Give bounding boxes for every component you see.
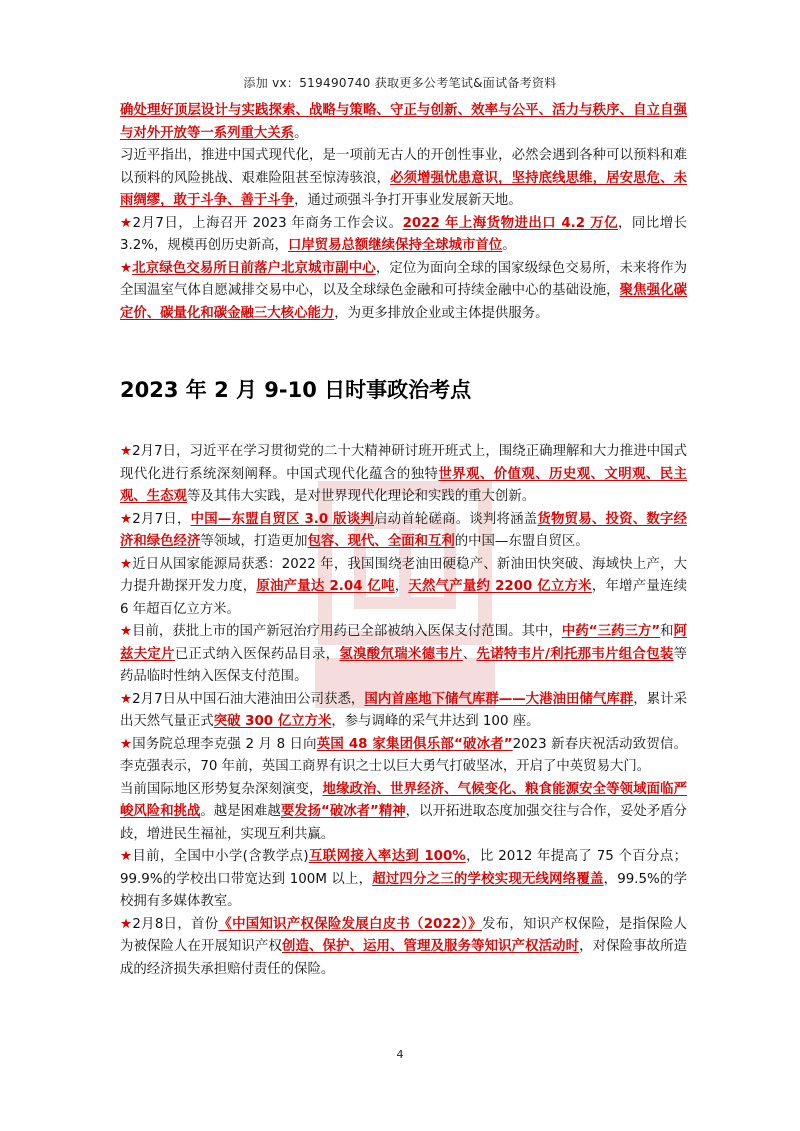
paragraph-text: 已正式纳入医保药品目录，: [174, 646, 340, 662]
highlight-text: 创造、保护、运用、管理及服务等知识产权活动时: [282, 939, 580, 954]
highlight-text: 确处理好顶层设计与实践探索、战略与策略、守正与创新、效率与公平、活力与秩序、自立自强与对外开放等一系列重大关系: [120, 103, 687, 141]
paragraph-text: ，同比增长 3.2%，规模再创历史新高，: [120, 215, 687, 253]
star-icon: ★: [120, 916, 133, 932]
highlight-text: 原油产量达 2.04 亿吨: [256, 579, 395, 594]
highlight-text: 《中国知识产权保险发展白皮书（2022）》: [218, 916, 482, 932]
paragraph-text: ，对保险事故所造成的经济损失承担赔付责任的保险。: [120, 939, 688, 977]
intro-section: [120, 100, 687, 325]
news-paragraph: [120, 145, 687, 213]
star-icon: ★: [120, 849, 133, 864]
paragraph-text: 2023 新春庆祝活动致贺信。李克强表示，70 年前，英国工商界有识之士以巨大勇气打破坚冰，开启了中英贸易大门。: [120, 736, 687, 774]
page-number: 4: [396, 1048, 404, 1061]
paragraph-text: 近日从国家能源局获悉：2022 年，我国围绕老油田硬稳产、新油田快突破、海域快上产，大力提升勘探开发力度，: [120, 556, 687, 594]
paragraph-text: ，年增产量连续 6 年超百亿立方米。: [120, 579, 688, 617]
highlight-text: 国内首座地下储气库群——大港油田储气库群: [364, 691, 634, 707]
paragraph-text: 等药品临时性纳入医保支付范围。: [120, 646, 688, 684]
paragraph-text: 等及其伟大实践，是对世界现代化理论和实践的重大创新。: [186, 489, 536, 504]
paragraph-text: 目前，全国中小学(含教学点): [132, 849, 309, 864]
news-paragraph: [120, 554, 687, 622]
star-icon: ★: [120, 691, 133, 707]
news-paragraph: [120, 621, 687, 689]
news-paragraph: [120, 213, 687, 258]
highlight-text: 突破 300 亿立方米: [213, 714, 332, 729]
paragraph-text: 习近平指出，推进中国式现代化，是一项前无古人的开创性事业，必然会遇到各种可以预料和难以预料的风险挑战、艰难险阻甚至惊涛骇浪，: [120, 148, 687, 186]
highlight-text: 氢溴酸氘瑞米德韦片: [339, 646, 463, 662]
page-header: 添加 vx：519490740 获取更多公考笔试&面试备考资料: [243, 76, 557, 90]
highlight-text: 中药“三药三方”: [561, 624, 661, 639]
paragraph-text: 的中国—东盟自贸区。: [454, 534, 589, 549]
paragraph-text: ，99.5%的学校拥有多媒体教室。: [120, 871, 687, 909]
paragraph-text: ，为更多排放企业或主体提供服务。: [334, 305, 549, 321]
highlight-text: 互联网接入率达到 100%: [308, 849, 466, 864]
paragraph-text: 启动首轮磋商。谈判将涵盖: [373, 511, 538, 527]
news-paragraph: [120, 100, 687, 145]
paragraph-text: 、: [462, 646, 477, 662]
paragraph-text: 等领域，打造更加: [200, 534, 308, 549]
highlight-text: 聚焦强化碳定价、碳量化和碳金融三大核心能力: [120, 283, 688, 321]
news-paragraph: [120, 441, 687, 509]
highlight-text: 北京绿色交易所日前落户北京城市副中心: [132, 260, 376, 276]
paragraph-text: 2月7日，: [132, 511, 191, 527]
paragraph-text: 2月7日从中国石油大港油田公司获悉，: [132, 691, 365, 707]
news-paragraph: [120, 779, 687, 847]
star-icon: ★: [120, 556, 133, 572]
paragraph-text: ，: [394, 579, 409, 594]
news-paragraph: [120, 846, 687, 914]
paragraph-text: 。: [502, 238, 516, 253]
highlight-text: 要发扬“破冰者”精神: [280, 804, 406, 819]
highlight-text: 天然气产量约 2200 亿立方米: [408, 579, 592, 594]
news-paragraph: [120, 258, 687, 326]
news-paragraph: [120, 689, 687, 734]
paragraph-text: 和: [660, 624, 674, 639]
star-icon: ★: [120, 511, 133, 527]
paragraph-text: 发布，知识产权保险，是指保险人为被保险人在开展知识产权: [120, 916, 687, 954]
highlight-text: 口岸贸易总额继续保持全球城市首位: [287, 238, 503, 253]
star-icon: ★: [120, 624, 133, 639]
star-icon: ★: [120, 736, 133, 752]
news-paragraph: [120, 914, 687, 982]
paragraph-text: ，比 2012 年提高了 75 个百分点；99.9%的学校出口带宽达到 100M 以上，: [120, 849, 687, 887]
star-icon: ★: [120, 215, 133, 231]
section-title: 2023 年 2 月 9-10 日时事政治考点: [120, 378, 472, 402]
highlight-text: 英国 48 家集团俱乐部“破冰者”: [316, 736, 513, 752]
section-news-list: [120, 441, 687, 981]
document-body: [120, 100, 687, 981]
paragraph-text: ，定位为面向全球的国家级绿色交易所，未来将作为全国温室气体自愿减排交易中心，以及全球绿色金融和可持续金融中心的基础设施，: [120, 260, 687, 298]
paragraph-text: 目前，获批上市的国产新冠治疗用药已全部被纳入医保支付范围。其中，: [132, 624, 562, 639]
news-paragraph: [120, 509, 687, 554]
paragraph-text: 。越是困难越: [200, 804, 281, 819]
paragraph-text: 2月7日，上海召开 2023 年商务工作会议。: [132, 215, 403, 231]
star-icon: ★: [120, 444, 133, 459]
paragraph-text: ，通过顽强斗争打开事业发展新天地。: [294, 193, 522, 208]
paragraph-text: 2月7日，习近平在学习贯彻党的二十大精神研讨班开班式上，围绕正确理解和大力推进中国式现代化进行系统深刻阐释。中国式现代化蕴含的独特: [120, 444, 687, 482]
highlight-text: 超过四分之三的学校实现无线网络覆盖: [372, 871, 604, 887]
paragraph-text: 2月8日，首份: [132, 916, 219, 932]
highlight-text: 先诺特韦片/利托那韦片组合包装: [476, 646, 674, 662]
highlight-text: 2022 年上海货物进出口 4.2 万亿: [402, 215, 619, 231]
highlight-text: 货物贸易、投资、数字经济和绿色经济: [120, 511, 688, 549]
paragraph-text: ，累计采出天然气量正式: [120, 691, 687, 729]
star-icon: ★: [120, 260, 133, 276]
paragraph-text: ，以开拓进取态度加强交往与合作，妥处矛盾分歧，增进民生福祉，实现互利共赢。: [120, 804, 688, 842]
highlight-text: 必须增强忧患意识，坚持底线思维，居安思危、未雨绸缪，敢于斗争、善于斗争: [120, 170, 688, 208]
news-paragraph: [120, 734, 687, 779]
paragraph-text: 国务院总理李克强 2 月 8 日向: [132, 736, 317, 752]
highlight-text: 中国—东盟自贸区 3.0 版谈判: [190, 511, 374, 527]
highlight-text: 阿兹夫定片: [120, 624, 688, 662]
highlight-text: 包容、现代、全面和互利: [307, 534, 455, 549]
paragraph-text: 。: [294, 125, 308, 141]
paragraph-text: ，参与调峰的采气井达到 100 座。: [331, 714, 540, 729]
paragraph-text: 当前国际地区形势复杂深刻演变，: [120, 781, 323, 797]
highlight-text: 世界观、价值观、历史观、文明观、民主观、生态观: [120, 466, 688, 504]
highlight-text: 地缘政治、世界经济、气候变化、粮食能源安全等领域面临严峻风险和挑战: [120, 781, 688, 819]
